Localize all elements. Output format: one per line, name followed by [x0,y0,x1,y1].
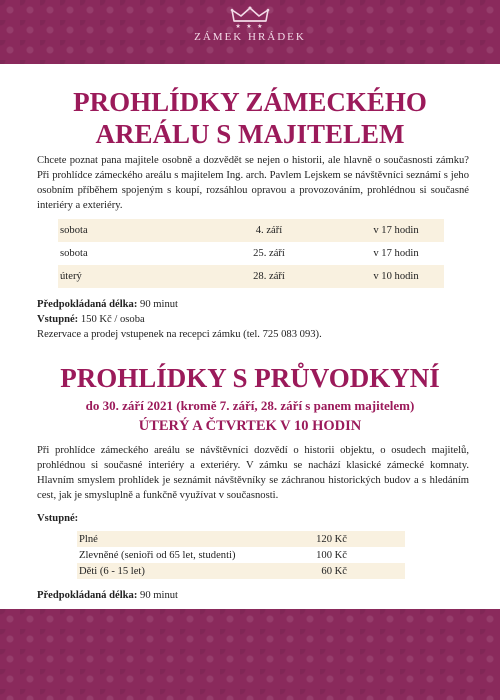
section2-subtitle: do 30. září 2021 (kromě 7. září, 28. září s panem majitelem) [85,398,415,413]
schedule-table [58,219,444,288]
table-row [77,531,405,547]
price-line [37,312,322,327]
section1-title-line1: PROHLÍDKY ZÁMECKÉHO [73,87,427,117]
price-table [77,531,405,579]
price-heading: Vstupné: [37,513,79,524]
logo [0,6,500,44]
price-category: Plné [79,533,98,545]
reservation-text: Rezervace a prodej vstupenek na recepci zámku (tel. 725 083 093). [37,329,322,340]
table-row [58,219,444,242]
price-amount: 100 Kč [316,549,347,561]
schedule-date: 28. září [253,271,285,282]
table-row [77,547,405,563]
price-amount: 120 Kč [316,533,347,545]
logo-stars: ★ ★ ★ [235,24,265,30]
schedule-time: v 17 hodin [373,225,419,236]
schedule-day: úterý [60,271,82,282]
duration-value: 90 minut [137,590,178,601]
table-row [77,563,405,579]
crown-icon [230,6,270,23]
logo-name: ZÁMEK HRÁDEK [194,31,306,43]
schedule-day: sobota [60,248,88,259]
section2-description: Při prohlídce zámeckého areálu se návštěvníci dozvědí o historii objektu, o osudech majitelů, prohlédnou si současné interiéry a exteriéry. V zámku se nachází klasické zámecké komnaty. Hlavním smyslem prohlídek je seznámit návštěvníky se záchranou historických budov a s hledáním cest, jak je smysluplně a funkčně využívat v současnosti. [37,445,469,501]
table-row [58,242,444,265]
section2-days: ÚTERÝ A ČTVRTEK V 10 HODIN [138,418,362,434]
section1-title [0,86,500,150]
schedule-time: v 10 hodin [373,271,419,282]
footer-band [0,609,500,700]
schedule-date: 4. září [255,225,283,236]
table-row [58,265,444,288]
price-amount: 60 Kč [321,565,347,577]
price-value: 150 Kč / osoba [78,314,145,325]
duration-line [37,297,322,312]
section2-title: PROHLÍDKY S PRŮVODKYNÍ [60,363,440,393]
schedule-time: v 17 hodin [373,248,419,259]
section1-description: Chcete poznat pana majitele osobně a dozvědět se nejen o historii, ale hlavně o současnosti zámku? Při prohlídce zámeckého areálu s majitelem Ing. arch. Pavlem Lejskem se návštěvníci seznámí s jeho osobním příběhem spojeným s koupí, rozsáhlou opravou a provozováním, prohlédnou si současné interiéry a exteriéry. [37,155,469,211]
price-category: Děti (6 - 15 let) [79,565,145,577]
section1-title-line2: AREÁLU S MAJITELEM [95,119,405,149]
section1-info [37,297,322,342]
schedule-day: sobota [60,225,88,236]
duration-label: Předpokládaná délka: [37,299,138,310]
price-label: Vstupné: [37,314,79,325]
price-category: Zlevněné (senioři od 65 let, studenti) [79,549,236,561]
duration-value: 90 minut [137,299,178,310]
duration-label: Předpokládaná délka: [37,590,138,601]
schedule-date: 25. září [253,248,285,259]
section2-duration-line [37,590,178,601]
